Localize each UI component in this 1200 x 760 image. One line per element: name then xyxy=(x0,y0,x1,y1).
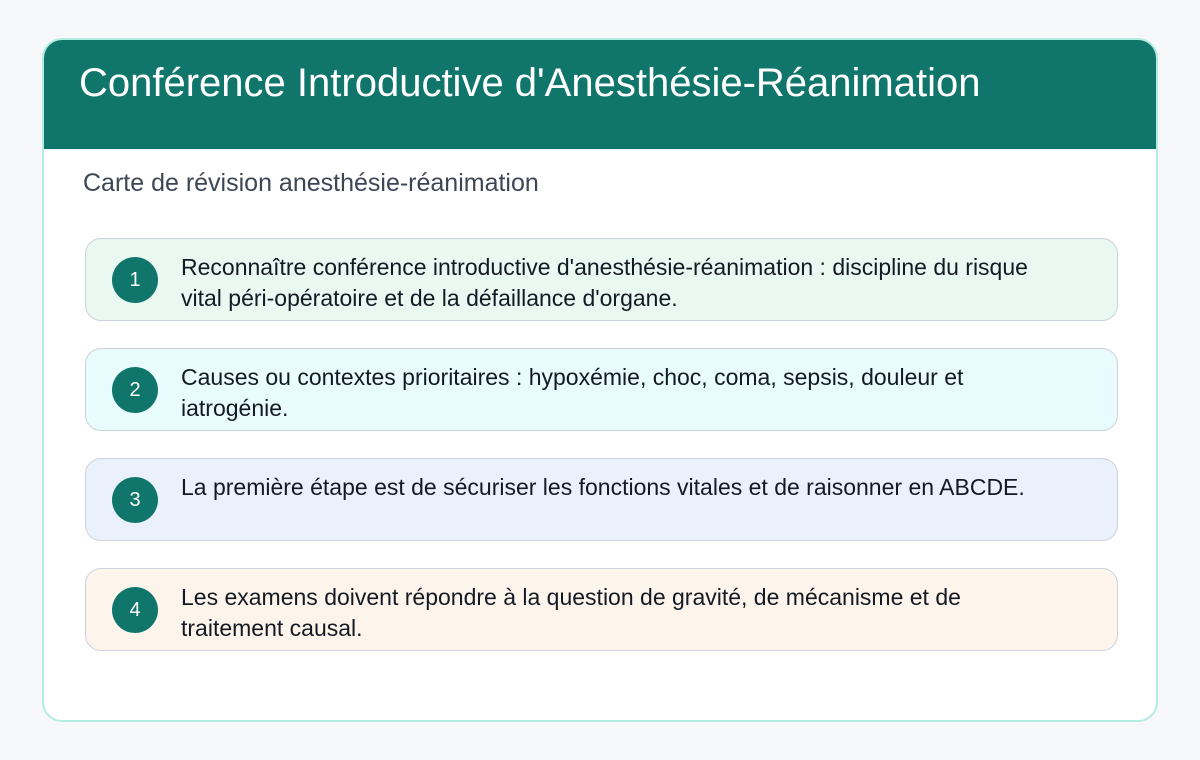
item-number-badge: 1 xyxy=(112,257,158,303)
revision-card xyxy=(42,38,1158,722)
list-item-1 xyxy=(85,238,1118,321)
list-item-4 xyxy=(85,568,1118,651)
item-text: La première étape est de sécuriser les fonctions vitales et de raisonner en ABCDE. xyxy=(181,474,1025,500)
card-subtitle: Carte de révision anesthésie-réanimation xyxy=(83,169,539,197)
item-text: Reconnaître conférence introductive d'anesthésie-réanimation : discipline du risque vital péri-opératoire et de la défaillance d'organe. xyxy=(181,254,1028,311)
list-item-2 xyxy=(85,348,1118,431)
item-number-badge: 2 xyxy=(112,367,158,413)
item-number-badge: 3 xyxy=(112,477,158,523)
item-text: Les examens doivent répondre à la question de gravité, de mécanisme et de traitement causal. xyxy=(181,584,961,641)
item-number-badge: 4 xyxy=(112,587,158,633)
card-header xyxy=(44,40,1156,149)
list-item-3 xyxy=(85,458,1118,541)
card-title: Conférence Introductive d'Anesthésie-Réanimation xyxy=(79,61,981,105)
item-text: Causes ou contextes prioritaires : hypoxémie, choc, coma, sepsis, douleur et iatrogénie. xyxy=(181,364,964,421)
